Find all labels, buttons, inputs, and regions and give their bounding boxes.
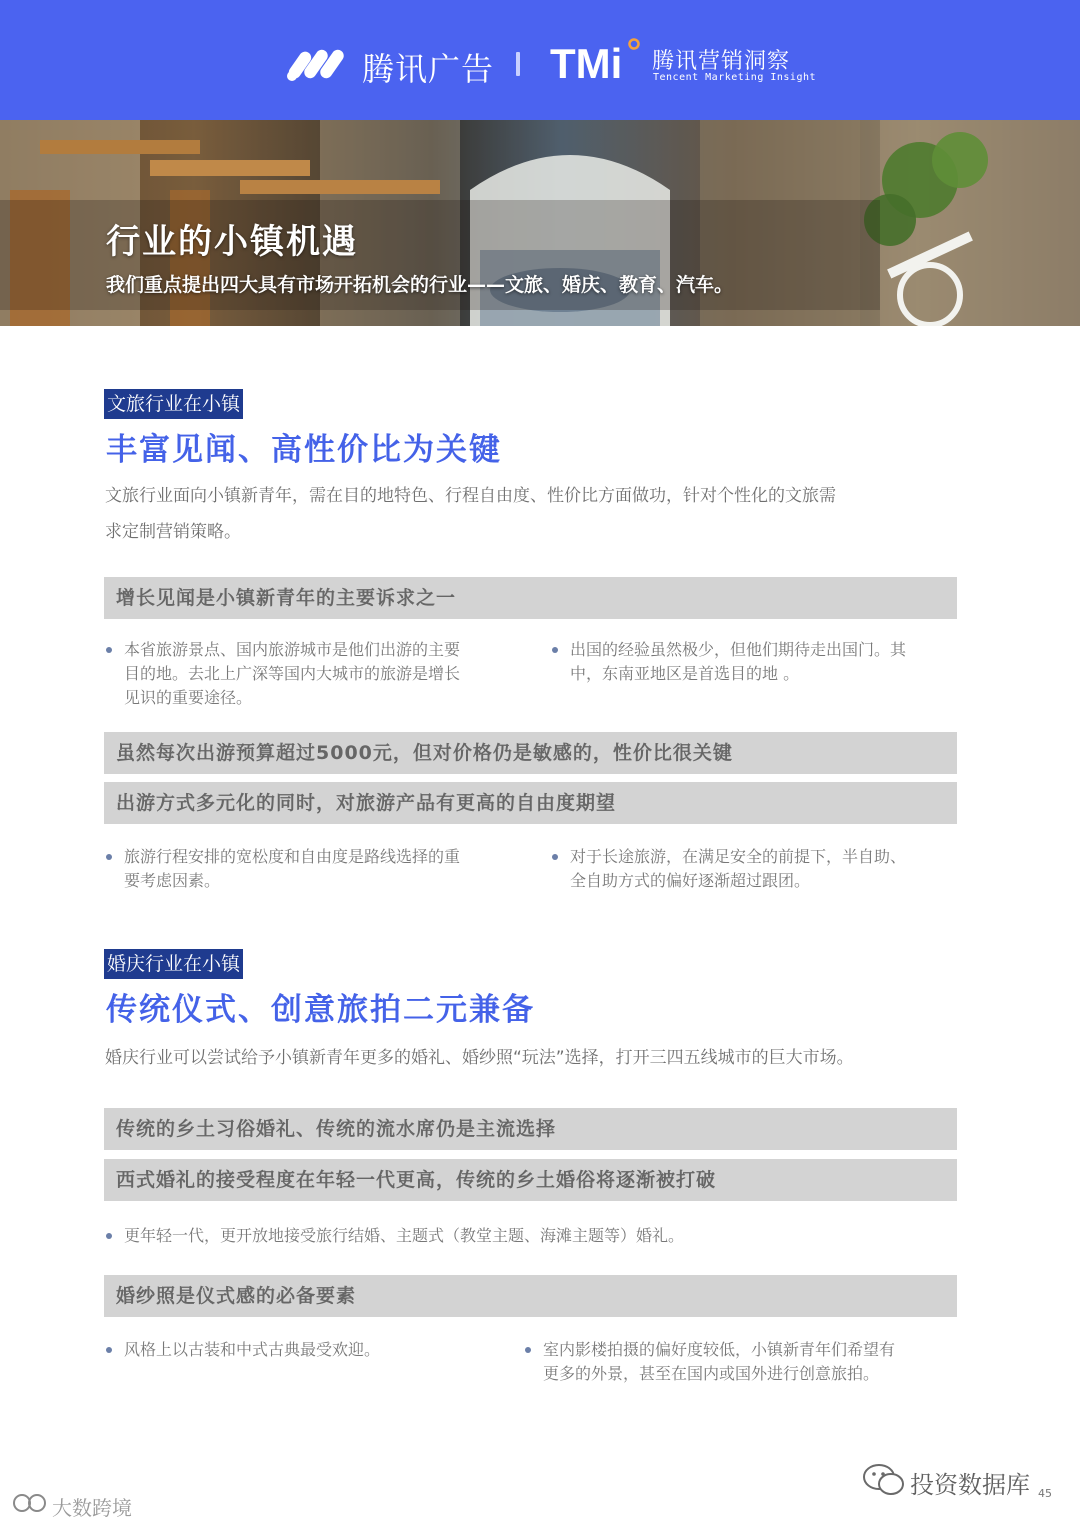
bullet-item xyxy=(106,1224,966,1248)
finding-bar: 传统的乡土习俗婚礼、传统的流水席仍是主流选择 xyxy=(104,1108,957,1150)
brand-tencent-marketing-insight: 腾讯营销洞察 xyxy=(652,49,791,74)
section-headline-tourism: 丰富见闻、高性价比为关键 xyxy=(106,432,502,468)
banner-title: 行业的小镇机遇 xyxy=(106,222,358,262)
bullet-line: 本省旅游景点、国内旅游城市是他们出游的主要 xyxy=(124,640,461,659)
page-header xyxy=(0,0,1080,120)
intro-line: 求定制营销策略。 xyxy=(105,522,241,542)
section-headline-wedding: 传统仪式、创意旅拍二元兼备 xyxy=(106,992,535,1028)
finding-bar: 增长见闻是小镇新青年的主要诉求之一 xyxy=(104,577,957,619)
bullet-dot-icon xyxy=(106,1233,112,1239)
finding-bar: 婚纱照是仪式感的必备要素 xyxy=(104,1275,957,1317)
finding-bar: 西式婚礼的接受程度在年轻一代更高，传统的乡土婚俗将逐渐被打破 xyxy=(104,1159,957,1201)
bullet-dot-icon xyxy=(106,647,112,653)
section-tag-tourism: 文旅行业在小镇 xyxy=(104,389,243,419)
section-tag-wedding: 婚庆行业在小镇 xyxy=(104,949,243,979)
bullet-line: 目的地。去北上广深等国内大城市的旅游是增长 xyxy=(124,664,461,683)
tmi-logo-text: TMi xyxy=(550,40,623,82)
bullet-line: 更年轻一代，更开放地接受旅行结婚、主题式（教堂主题、海滩主题等）婚礼。 xyxy=(124,1226,685,1245)
tencent-ads-logo-icon xyxy=(286,46,350,82)
bullet-line: 对于长途旅游，在满足安全的前提下，半自助、 xyxy=(570,847,907,866)
finding-bar: 虽然每次出游预算超过5000元，但对价格仍是敏感的，性价比很关键 xyxy=(104,732,957,774)
banner-subtitle: 我们重点提出四大具有市场开拓机会的行业——文旅、婚庆、教育、汽车。 xyxy=(106,274,734,296)
bullet-line: 见识的重要途径。 xyxy=(124,688,253,707)
brand-english-name: Tencent Marketing Insight xyxy=(653,72,817,83)
bullet-item xyxy=(552,845,972,893)
bullet-dot-icon xyxy=(552,647,558,653)
bullet-dot-icon xyxy=(106,1347,112,1353)
bullet-dot-icon xyxy=(552,854,558,860)
intro-line: 文旅行业面向小镇新青年，需在目的地特色、行程自由度、性价比方面做功，针对个性化的文旅需 xyxy=(105,486,836,506)
watermark-right: 投资数据库 xyxy=(910,1471,1030,1499)
bullet-item xyxy=(525,1338,965,1386)
bullet-line: 全自助方式的偏好逐渐超过跟团。 xyxy=(570,871,811,890)
wechat-icon xyxy=(862,1462,906,1498)
header-divider xyxy=(516,52,520,76)
bullet-line: 中，东南亚地区是首选目的地 。 xyxy=(570,664,800,683)
section-intro-wedding: 婚庆行业可以尝试给予小镇新青年更多的婚礼、婚纱照“玩法”选择，打开三四五线城市的巨大市场。 xyxy=(105,1048,854,1068)
bullet-dot-icon xyxy=(106,854,112,860)
section-intro-tourism xyxy=(105,478,975,550)
bullet-item xyxy=(106,638,526,710)
page-number: 45 xyxy=(1038,1487,1052,1500)
bullet-line: 要考虑因素。 xyxy=(124,871,221,890)
bullet-line: 旅游行程安排的宽松度和自由度是路线选择的重 xyxy=(124,847,461,866)
finding-bar: 出游方式多元化的同时，对旅游产品有更高的自由度期望 xyxy=(104,782,957,824)
bullet-line: 更多的外景，甚至在国内或国外进行创意旅拍。 xyxy=(543,1364,880,1383)
bullet-line: 室内影楼拍摄的偏好度较低，小镇新青年们希望有 xyxy=(543,1340,896,1359)
watermark-left: 大数跨境 xyxy=(52,1496,132,1520)
watermark-left-icon xyxy=(12,1492,50,1514)
bullet-dot-icon xyxy=(525,1347,531,1353)
bullet-item xyxy=(106,1338,506,1362)
bullet-line: 出国的经验虽然极少，但他们期待走出国门。其 xyxy=(570,640,907,659)
tmi-logo-icon xyxy=(550,38,645,82)
bullet-item xyxy=(106,845,526,893)
brand-tencent-ads: 腾讯广告 xyxy=(362,50,495,88)
bullet-item xyxy=(552,638,972,686)
bullet-line: 风格上以古装和中式古典最受欢迎。 xyxy=(124,1340,381,1359)
